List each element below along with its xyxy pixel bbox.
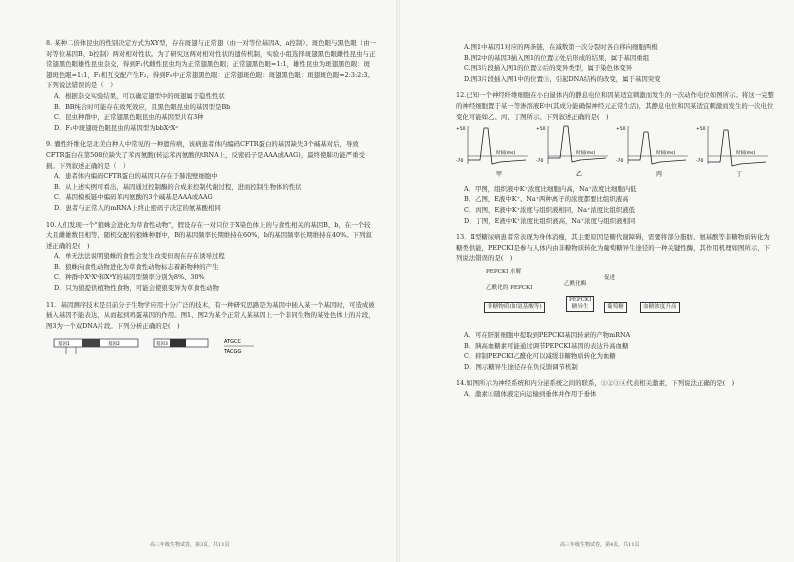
panel-ding [696, 126, 768, 178]
q14-option-a: A．激素①随体液定向运输到垂体并作用于垂体 [464, 389, 597, 398]
flow-pepcki-box [566, 296, 594, 312]
gene-figure-2 [152, 335, 212, 357]
question-14-stem: 14.如图所示为神经系统和内分泌系统之间的联系，①②③④代表相关激素，下列说法正确的是( ) [456, 379, 735, 388]
q13-option-d: D．图示糖异生途径存在负反馈调节机制 [464, 362, 578, 371]
q13-option-c: C．抑制PEPCKI乙酰化可以减缓非糖物质转化为血糖 [464, 352, 616, 361]
pepck-flow-diagram [484, 268, 704, 328]
gene-figure-3 [222, 335, 262, 357]
question-11-stem: 11．基因测序技术是目前分子生物学应用十分广泛的技术，有一种研究思路是为基因中插入某一个基因时，可造成被插入基因不能表达，从而起到鸡蛋基因的作用。图1、图2为某个正常人某基因上一个非同生物的某处色体上的片段，图3为一个双DNA片段。下列分析正确的是( ) [46, 300, 375, 330]
panel-bing-label: 丙 [656, 171, 663, 179]
panel-yi-xlabel: 时间(ms) [576, 151, 596, 157]
q8-option-a: A．根据杂交实验结果，可以确定翅型中的斑翅属于隐性性状 [54, 91, 225, 100]
q9-option-c: C．基因模板链中编码苯丙氨酸的3个碱基是AAA或AAG [54, 193, 213, 202]
page-fold [396, 0, 400, 562]
fig-seq-bottom: TACGG [224, 349, 242, 356]
flow-promote: 促进 [604, 274, 616, 281]
fig-seq-top: ATGCC [224, 339, 241, 346]
q12-option-a: A．甲图，组织液中K⁺浓度比细胞内高，Na⁺浓度比细胞内低 [464, 184, 637, 193]
q11-option-c: C.图3片段插入图1的位置②后的变异类型，属于染色体变异 [464, 64, 633, 73]
panel-jia-ytop: +50 [456, 127, 466, 133]
q11-figures [52, 335, 376, 357]
q11-option-a: A.图1中基因1对应的两条链，在减数第一次分裂时各自移向细胞两极 [464, 43, 658, 51]
q8-option-b: B．BB纯合时可能存在致死效应，且黑色眼昆虫的基因型是Bb [54, 102, 231, 111]
question-8-stem: 8. 某种二倍体昆虫的性别决定方式为XY型，存在斑翅与正常翅（由一对等位基因A、a控制）、斑色眼与黑色眼（由一对等位基因B、b控制）两对相对性状。为了研究这两对相对性状的遗传机制，实验小组选择斑翅黑色眼雌性昆虫与正常翅黑色眼雄性昆虫杂交，得到F₁代雌性昆虫均为正常翅黑色眼；正常翅黑色眼=1:1，雄性昆虫为斑翅黑色眼：斑翅斑色眼=1:1，F₁相互交配产生F₂，得到F₂中正常翅黑色眼：正常翅斑色眼：斑翅黑色眼：斑翅斑色眼=2:3:2:3。下列说法错误的是（ ） [46, 39, 376, 90]
fig-label-gene2: 基因2 [108, 342, 120, 348]
panel-jia-label: 甲 [496, 171, 503, 179]
q9-option-b: B．从上述实例可看出，基因通过控制酶的合成来控制代谢过程，进而控制生物体的性状 [54, 182, 302, 191]
panel-bing-xlabel: 时间(ms) [656, 151, 676, 157]
question-12-stem: 12.已知一个神经纤维细胞在小白鼠体内的静息电位和因某适宜刺激而发生的一次动作电位如图所示。将这一完整的神经细胞置于某一等渗溶液E中(其成分能确保神经元正常生活)，其静息电位和因某适宜刺激而发生的一次电位变化可能如乙、丙、丁图所示。下列叙述正确的是( ) [456, 91, 774, 121]
page-3 [46, 38, 376, 359]
panel-jia-xlabel: 时间(ms) [496, 151, 516, 157]
gene-figure-1 [52, 335, 142, 357]
flow-nonsugar-box: 非糖物质(如氨基酸等) [484, 302, 545, 313]
q11-option-b: B.图2中的基因3插入图1的位置②处后形成的结果，属于基因重组 [464, 53, 650, 62]
flow-acetylase: 乙酰化酶 [564, 280, 587, 287]
footer-page-4: 高三年级生物试卷，第4页，共11页 [560, 542, 640, 548]
panel-bing-ytop: +50 [616, 127, 626, 133]
q10-option-c: C．种群中XᵇXᵇ和XᵇY的基因型频率分别为8%、30% [54, 273, 205, 282]
panel-jia-ybottom: -70 [456, 159, 464, 165]
q12-option-b: B．乙图，E液中K⁺、Na⁺两种离子的浓度都要比组织液高 [464, 195, 629, 204]
panel-yi-label: 乙 [576, 171, 583, 179]
panel-yi [536, 126, 608, 178]
q12-option-d: D．丁图，E液中K⁺浓度比组织液高，Na⁺浓度与组织液相同 [464, 216, 636, 225]
q13-option-b: B．胰高血糖素可能通过调节PEPCKI基因的表达升高血糖 [464, 341, 629, 350]
fig-label-gene1: 基因1 [58, 342, 70, 348]
question-10-stem: 10.人们发现一个"狼蛛会进化为草食性动物"，假设存在一对只位于X染色体上的与食性相关的基因B、b，在一个较大且雌雄数目相等、随机交配的狼蛛种群中，B的基因频率长期维持在60%，b的基因频率长期维持在40%。下列叙述正确的是( ) [46, 220, 372, 250]
panel-ding-label: 丁 [736, 171, 743, 179]
flow-glucose-box: 葡萄糖 [604, 302, 627, 313]
panel-ding-ybottom: -70 [696, 159, 704, 165]
flow-pepcki-text: PEPCKI [569, 296, 592, 303]
q10-option-a: A．单无法法说明狼蛛的食性会发生改变但现在存在诱导过程 [54, 252, 225, 261]
q11-option-d: D.图3片段插入图1中的位置③，引起DNA结构的改变，属于基因突变 [464, 74, 661, 83]
footer-page-3: 高三年级生物试卷，第3页，共11页 [150, 542, 230, 548]
q12-option-c: C．丙图，E液中K⁺浓度与组织液相同，Na⁺浓度比组织液低 [464, 205, 636, 214]
q13-option-a: A．可在肝脏细胞中提取到PEPCKI基因转录的产物mRNA [464, 330, 631, 339]
panel-jia [456, 126, 528, 178]
question-13-stem: 13．Ⅱ型糖尿病患者常表现为身体消瘦，其主要原因是糖代谢障碍，需要将部分脂肪、氨基酸等非糖物质转化为糖类供能，PEPCKI是参与人体内由非糖物质转化为葡萄糖异生途径的一种关键性酶，其作用机理如图所示，下列说法错误的是( ) [456, 233, 771, 263]
flow-bloodsugar-box: 血糖浓度升高 [640, 302, 680, 313]
question-9-stem: 9. 囊性纤维化是北美白种人中常见的一种遗传病，该病患者体内编码CFTR蛋白的基因缺失3个碱基对后，导致CFTR蛋白在第508位缺失了苯丙氨酸(转运苯丙氨酸的tRNA上，反密码子是AAA或AAG)，最终使肺功能严重受损。下列叙述正确的是（ ） [46, 140, 365, 170]
q9-option-d: D．患者与正常人的mRNA上终止密码子决定的氨基酸相同 [54, 203, 221, 212]
flow-gluconeogenesis-text: 糖异生 [571, 303, 589, 310]
panel-yi-ybottom: -70 [536, 159, 544, 165]
flow-pepcki-hydrolysis: PEPCKI 水解 [486, 268, 522, 275]
panel-ding-ytop: +50 [696, 127, 706, 133]
flow-acetylated-pepcki: 乙酰化的 PEPCKI [486, 284, 533, 291]
page-4 [456, 42, 776, 399]
panel-bing [616, 126, 688, 178]
fig-label-gene3: 基因3 [156, 342, 168, 348]
q8-option-c: C．昆虫种群中，正常翅黑色眼昆虫的基因型共有3种 [54, 113, 204, 122]
panel-ding-xlabel: 时间(ms) [736, 151, 756, 157]
q10-option-b: B．狼蛛向食性动物进化为草食性动物标志着新物种的产生 [54, 262, 219, 271]
action-potential-figure [456, 122, 776, 180]
q9-option-a: A．患者体内编码CFTR蛋白的基因只存在于肺泡壁细胞中 [54, 172, 218, 181]
panel-bing-ybottom: -70 [616, 159, 624, 165]
panel-yi-ytop: +50 [536, 127, 546, 133]
q8-option-d: D．F₂中斑翅斑色眼昆虫的基因型为bbXᵃXᵃ [54, 123, 178, 132]
q10-option-d: D．只为狼提供植物性食物，可能会使狼变异为草食性动物 [54, 284, 219, 293]
